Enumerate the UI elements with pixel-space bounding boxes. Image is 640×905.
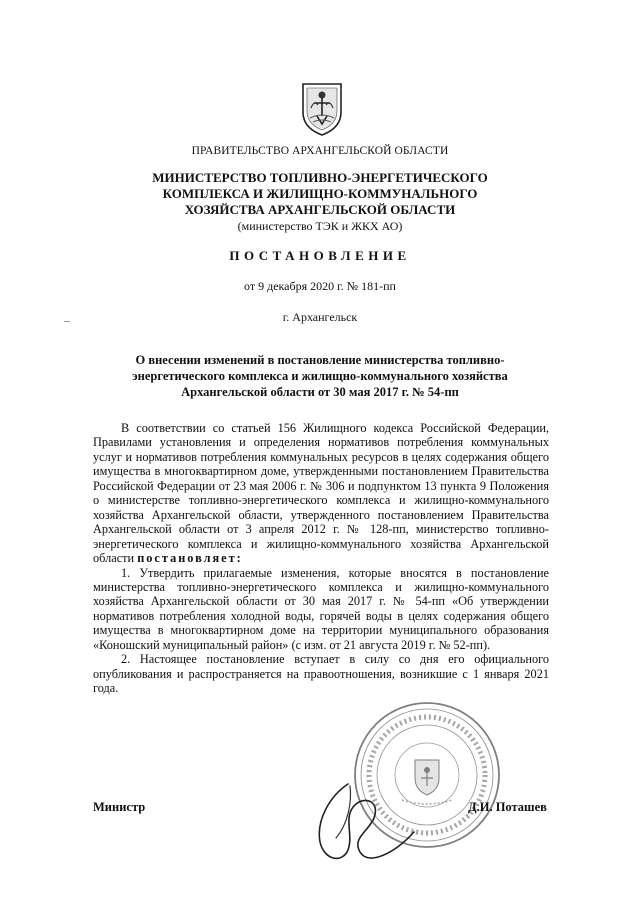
resolves-word: постановляет: [137,551,243,566]
body-item-1: 1. Утвердить прилагаемые изменения, которые вносятся в постановление министерства топливно-энергетического комплекса и жилищно-коммунального хозяйства Архангельской области от 30 мая 2017 г. № 54-пп «Об утверждении нормативов потребления холодной воды, горячей воды в целях содержания общего имущества в многоквартирном доме на территории муниципального образования «Коношский муниципальный район» (с изм. от 21 августа 2019 г. № 52-пп). [93,565,549,652]
ministry-name-line: МИНИСТЕРСТВО ТОПЛИВНО-ЭНЕРГЕТИЧЕСКОГО [152,170,488,185]
ministry-name-line: ХОЗЯЙСТВА АРХАНГЕЛЬСКОЙ ОБЛАСТИ [184,202,456,217]
document-city: г. Архангельск [282,310,358,324]
ministry-abbreviation: (министерство ТЭК и ЖКХ АО) [237,219,403,233]
government-name: ПРАВИТЕЛЬСТВО АРХАНГЕЛЬСКОЙ ОБЛАСТИ [191,145,449,157]
ministry-name-line: КОМПЛЕКСА И ЖИЛИЩНО-КОММУНАЛЬНОГО [162,186,478,201]
preamble-text: В соответствии со статьей 156 Жилищного кодекса Российской Федерации, Правилами установления и определения нормативов потребления коммунальных услуг и нормативов потребления коммунальных ресурсов в целях содержания общего имущества в многоквартирном доме, утвержденными постановлением Правительства Российской Федерации от 23 мая 2006 г. № 306 и подпунктом 13 пункта 9 Положения о министерстве топливно-энергетического комплекса и жилищно-коммунального хозяйства Архангельской области, утвержденного постановлением Правительства Архангельской области от 3 апреля 2012 г. № 128-пп, министерство топливно-энергетического комплекса и жилищно-коммунального хозяйства Архангельской области [93,421,549,566]
signer-name: Д.И. Поташев [468,800,547,814]
coat-of-arms-icon [297,78,347,138]
handwritten-signature [290,772,430,882]
document-date-number: от 9 декабря 2020 г. № 181-пп [244,279,396,293]
scan-artifact [64,321,70,322]
ministry-name [0,170,640,218]
signer-position: Министр [93,800,146,814]
document-type: ПОСТАНОВЛЕНИЕ [229,248,411,263]
document-body [93,421,549,696]
body-paragraph [93,421,549,566]
body-item-2: 2. Настоящее постановление вступает в силу со дня его официального опубликования и распространяется на правоотношения, возникшие с 1 января 2021 года. [93,652,549,696]
document-subject: О внесении изменений в постановление министерства топливно-энергетического комплекса и жилищно-коммунального хозяйства Архангельской области от 30 мая 2017 г. № 54-пп [132,353,508,399]
